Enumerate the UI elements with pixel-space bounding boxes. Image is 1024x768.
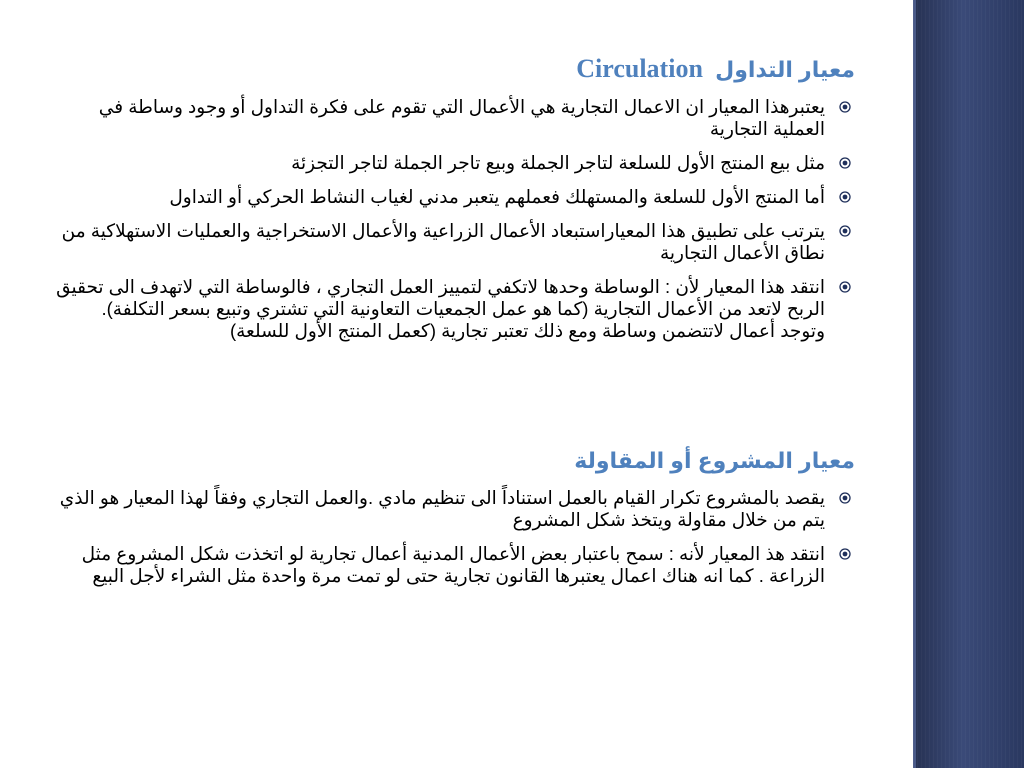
- heading-english: Circulation: [576, 54, 703, 83]
- list-item: [55, 96, 855, 140]
- section-circulation: [55, 56, 855, 354]
- circle-dot-icon: [839, 281, 851, 293]
- bullet-text: انتقد هذ المعيار لأنه : سمح باعتبار بعض الأعمال المدنية أعمال تجارية لو اتخذت شكل المشروع مثل الزراعة . كما انه هناك اعمال يعتبرها القانون تجارية حتى لو تمت مرة واحدة مثل الشراء لأجل البيع: [81, 543, 825, 586]
- bullet-text: مثل بيع المنتج الأول للسلعة لتاجر الجملة وبيع تاجر الجملة لتاجر التجزئة: [291, 152, 825, 173]
- bullet-text: انتقد هذا المعيار لأن : الوساطة وحدها لاتكفي لتمييز العمل التجاري ، فالوساطة التي لاتهدف الى تحقيق الربح لاتعد من الأعمال التجارية (كما هو عمل الجمعيات التعاونية التي تشتري وتبيع بسعر التكلفة). وتوجد أعمال لاتتضمن وساطة ومع ذلك تعتبر تجارية (كعمل المنتج الأول للسلعة): [56, 276, 825, 341]
- decorative-side-bar: [913, 0, 1024, 768]
- list-item: [55, 152, 855, 174]
- bullet-list: [55, 96, 855, 342]
- circle-dot-icon: [839, 492, 851, 504]
- heading-arabic: معيار التداول: [715, 57, 855, 82]
- list-item: [55, 276, 855, 342]
- list-item: [55, 543, 855, 587]
- bullet-text: أما المنتج الأول للسلعة والمستهلك فعملهم يتعبر مدني لغياب النشاط الحركي أو التداول: [169, 186, 825, 207]
- circle-dot-icon: [839, 157, 851, 169]
- bullet-text: يقصد بالمشروع تكرار القيام بالعمل استناداً الى تنظيم مادي .والعمل التجاري وفقاً لهذا المعيار هو الذي يتم من خلال مقاولة ويتخذ شكل المشروع: [59, 487, 825, 530]
- section-enterprise: [55, 448, 855, 599]
- bullet-list: [55, 487, 855, 587]
- circle-dot-icon: [839, 548, 851, 560]
- list-item: [55, 487, 855, 531]
- bullet-text: يعتبرهذا المعيار ان الاعمال التجارية هي الأعمال التي تقوم على فكرة التداول أو وجود وساطة في العملية التجارية: [98, 96, 825, 139]
- list-item: [55, 220, 855, 264]
- section-heading: معيار المشروع أو المقاولة: [574, 448, 855, 473]
- section-heading: [55, 56, 855, 83]
- bullet-text: يترتب على تطبيق هذا المعياراستبعاد الأعمال الزراعية والأعمال الاستخراجية والعمليات الاستهلاكية من نطاق الأعمال التجارية: [61, 220, 825, 263]
- circle-dot-icon: [839, 191, 851, 203]
- circle-dot-icon: [839, 225, 851, 237]
- circle-dot-icon: [839, 101, 851, 113]
- list-item: [55, 186, 855, 208]
